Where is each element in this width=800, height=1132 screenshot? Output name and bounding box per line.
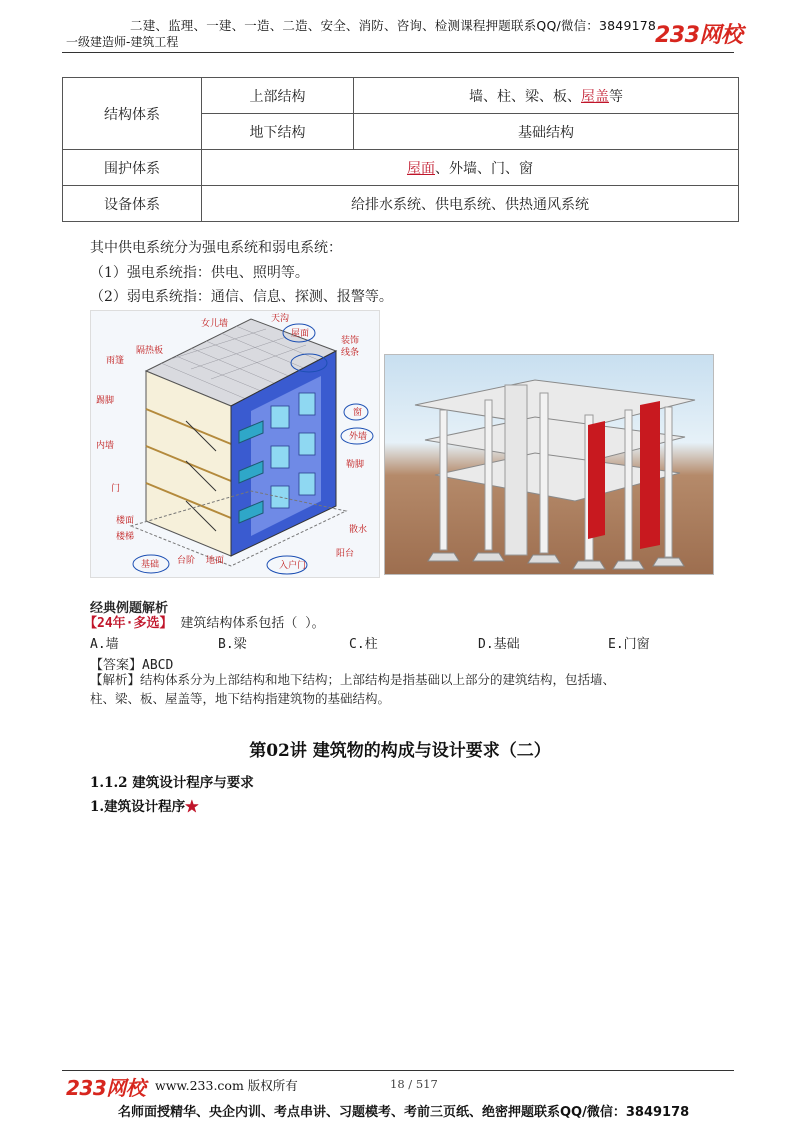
question-line <box>84 612 325 631</box>
label-skirting: 踢脚 <box>96 396 115 406</box>
label-parapet: 女儿墙 <box>201 319 229 329</box>
analysis-line-1: 【解析】结构体系分为上部结构和地下结构；上部结构是指基础以上部分的建筑结构，包括墙、 <box>90 672 616 687</box>
table-cell <box>202 150 739 186</box>
question-tag: 【24年·多选】 <box>84 616 173 631</box>
frame-structure-photo <box>384 354 714 575</box>
label-foundation: 基础 <box>141 560 160 570</box>
label-window: 窗 <box>353 408 363 418</box>
table-cell: 给排水系统、供电系统、供热通风系统 <box>202 186 739 222</box>
option-b: B.梁 <box>218 637 247 652</box>
table-cell: 基础结构 <box>354 114 739 150</box>
paragraph: （1）强电系统指：供电、照明等。 <box>90 265 309 281</box>
section-heading: 1.1.2 建筑设计程序与要求 <box>90 775 254 791</box>
label-ground: 地面 <box>206 556 225 566</box>
label-molding: 装饰 <box>341 336 360 346</box>
header-subject: 一级建造师-建筑工程 <box>66 35 179 49</box>
footer-promo: 名师面授精华、央企内训、考点串讲、习题模考、考前三页纸、绝密押题联系QQ/微信：3849178 <box>118 1105 690 1120</box>
label-plinth: 勒脚 <box>346 460 365 470</box>
label-door: 门 <box>111 484 121 494</box>
label-canopy: 雨篷 <box>106 356 125 366</box>
answer-line: 【答案】ABCD <box>90 658 174 673</box>
cell-text: 等 <box>609 88 623 105</box>
table-cell: 围护体系 <box>63 150 202 186</box>
label-interior-wall: 内墙 <box>96 441 115 451</box>
table-cell: 地下结构 <box>202 114 354 150</box>
lecture-title: 第02讲 建筑物的构成与设计要求（二） <box>249 741 551 761</box>
subsection-text: 1.建筑设计程序 <box>90 799 186 815</box>
footer-divider <box>62 1070 734 1071</box>
table-row <box>63 186 739 222</box>
option-e: E.门窗 <box>608 637 650 652</box>
highlight-term: 屋盖 <box>581 88 609 105</box>
option-a: A.墙 <box>90 637 119 652</box>
header-divider <box>62 52 734 53</box>
table-row <box>63 150 739 186</box>
option-d: D.基础 <box>478 637 520 652</box>
table-cell: 上部结构 <box>202 78 354 114</box>
table-row <box>63 78 739 114</box>
building-system-table <box>62 77 739 222</box>
paragraph: （2）弱电系统指：通信、信息、探测、报警等。 <box>90 289 393 305</box>
question-text: 建筑结构体系包括（ ）。 <box>180 616 325 631</box>
example-heading: 经典例题解析 <box>90 601 169 616</box>
table-cell: 设备体系 <box>63 186 202 222</box>
building-illustration <box>91 311 380 578</box>
table-cell: 结构体系 <box>63 78 202 150</box>
building-section-diagram <box>90 310 380 578</box>
highlight-term: 屋面 <box>407 160 435 177</box>
label-insulation: 隔热板 <box>136 346 164 356</box>
star-icon: ★ <box>185 799 199 815</box>
table-cell <box>354 78 739 114</box>
label-steps: 台阶 <box>177 556 196 566</box>
label-entry-door: 入户门 <box>279 561 307 571</box>
footer-copyright: www.233.com 版权所有 <box>155 1078 298 1093</box>
subsection-heading <box>90 795 199 815</box>
page-number: 18 / 517 <box>390 1077 438 1091</box>
option-c: C.柱 <box>349 637 378 652</box>
label-exterior-wall: 外墙 <box>349 432 368 442</box>
label-molding-2: 线条 <box>341 348 360 358</box>
label-balcony: 阳台 <box>336 549 355 559</box>
frame-structure-illustration <box>385 355 714 575</box>
label-gutter: 天沟 <box>271 314 290 324</box>
label-floor: 楼面 <box>116 516 135 526</box>
brand-logo-top: 233网校 <box>655 23 743 48</box>
cell-text: 墙、柱、梁、板、 <box>469 88 581 105</box>
paragraph: 其中供电系统分为强电系统和弱电系统： <box>90 240 342 256</box>
brand-logo-bottom: 233网校 <box>66 1076 146 1100</box>
cell-text: 、外墙、门、窗 <box>435 160 533 177</box>
label-stairs: 楼梯 <box>116 532 135 542</box>
label-apron: 散水 <box>349 525 368 535</box>
label-roof: 屋面 <box>291 329 310 339</box>
analysis-line-2: 柱、梁、板、屋盖等，地下结构指建筑物的基础结构。 <box>90 691 391 706</box>
header-contact-line: 二建、监理、一建、一造、二造、安全、消防、咨询、检测课程押题联系QQ/微信：3849178 <box>130 18 657 33</box>
